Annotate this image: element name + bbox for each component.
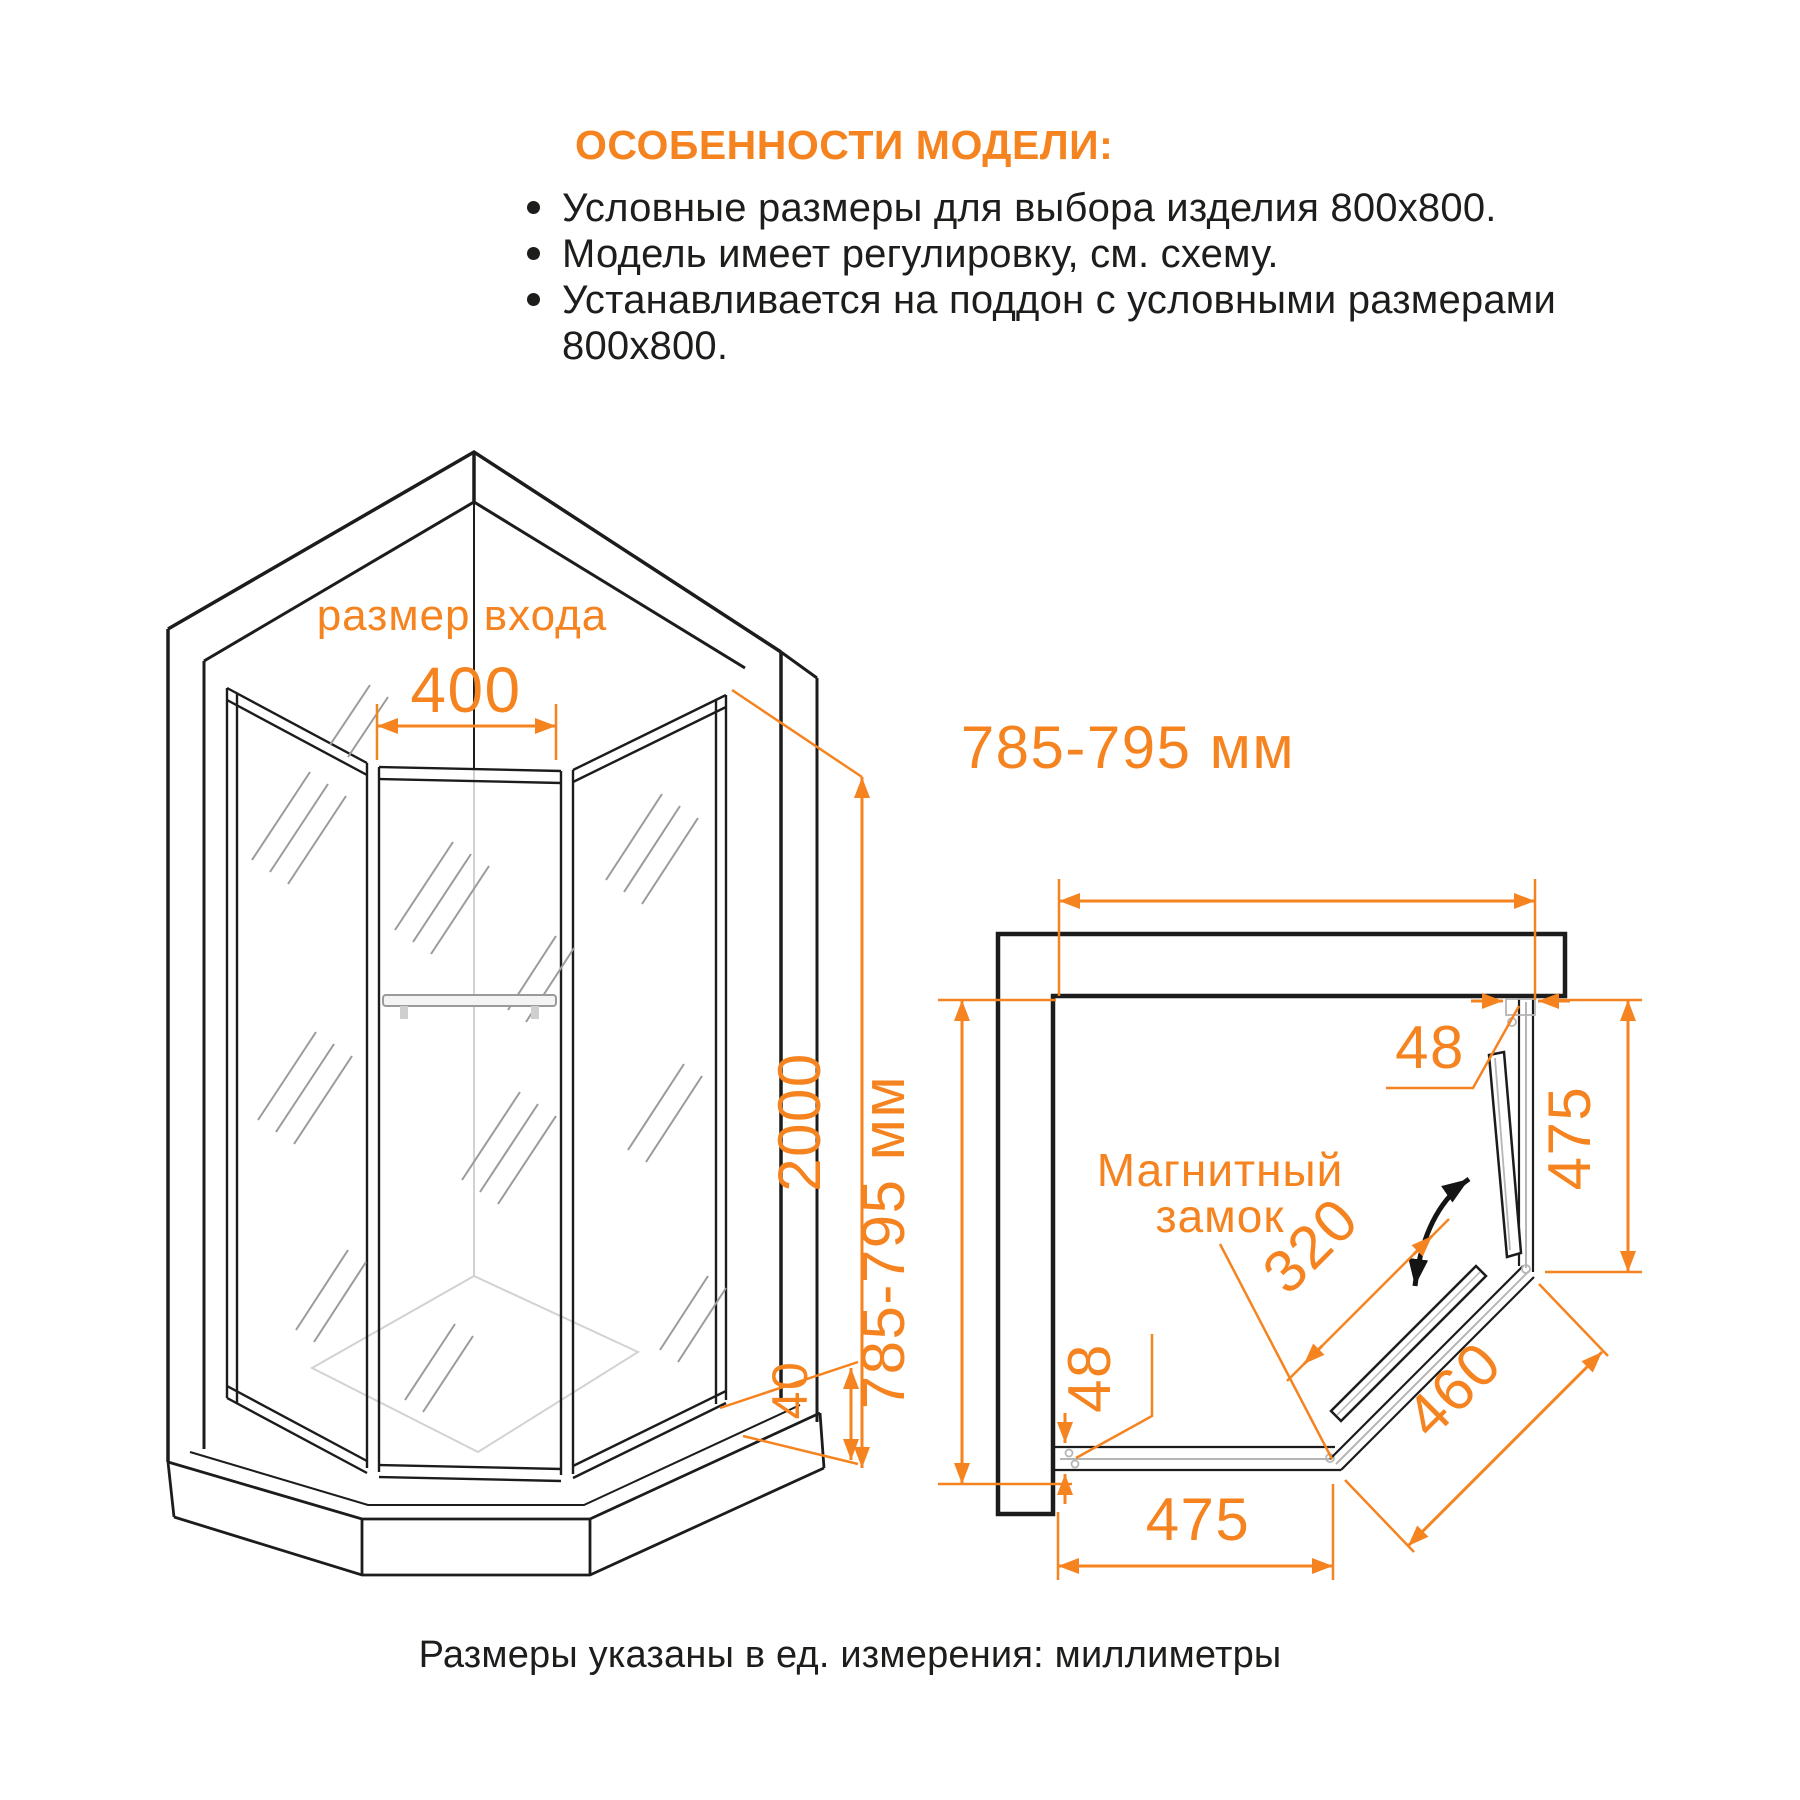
feature-text: Условные размеры для выбора изделия 800х800. xyxy=(562,186,1497,230)
entry-size-dimension xyxy=(317,591,608,760)
entry-size-label: размер входа xyxy=(316,591,608,640)
profile-width-top-value: 48 xyxy=(1395,1014,1465,1081)
plan-door-leaf xyxy=(1489,1052,1521,1257)
height-value: 2000 xyxy=(766,1052,833,1192)
handle-stem xyxy=(400,1006,408,1019)
magnetic-lock-label xyxy=(1097,1144,1344,1459)
profile-width-top-dimension xyxy=(1386,1001,1570,1088)
bottom-width-value: 475 xyxy=(1145,1486,1251,1553)
magnet-label-line1: Магнитный xyxy=(1096,1144,1344,1196)
magnet-label-line2: замок xyxy=(1155,1190,1285,1242)
plan-depth-value: 785-795 мм xyxy=(850,1074,917,1410)
shower-tray xyxy=(168,1405,824,1575)
plan-width-value: 785-795 мм xyxy=(960,714,1296,781)
plan-view xyxy=(850,714,1642,1580)
iso-floor xyxy=(312,768,638,1452)
diagonal-value: 460 xyxy=(1392,1328,1515,1451)
door-swing-arrow xyxy=(1415,1179,1469,1286)
profile-width-bottom-dimension xyxy=(1056,1334,1152,1504)
feature-text: Устанавливается на поддон с условными размерами 800х800. xyxy=(562,278,1557,368)
right-panel-value: 475 xyxy=(1536,1085,1603,1191)
bottom-width-dimension xyxy=(1058,1484,1333,1580)
iso-frame xyxy=(227,688,726,1481)
units-note: Размеры указаны в ед. измерения: миллиметры xyxy=(418,1634,1282,1676)
iso-view xyxy=(168,452,862,1575)
glass-hatching xyxy=(252,685,726,1412)
features-title: ОСОБЕННОСТИ МОДЕЛИ: xyxy=(575,122,1114,168)
handle-stem xyxy=(531,1006,539,1019)
right-panel-dimension xyxy=(1536,1000,1642,1272)
profile-width-bottom-value: 48 xyxy=(1056,1343,1123,1413)
height-dimension xyxy=(732,690,862,1468)
plan-bottom-panel xyxy=(1053,1447,1341,1470)
feature-text: Модель имеет регулировку, см. схему. xyxy=(562,232,1279,276)
entry-width-value: 400 xyxy=(410,654,522,726)
tray-height-value: 40 xyxy=(762,1360,818,1420)
door-width-value: 320 xyxy=(1249,1184,1372,1307)
